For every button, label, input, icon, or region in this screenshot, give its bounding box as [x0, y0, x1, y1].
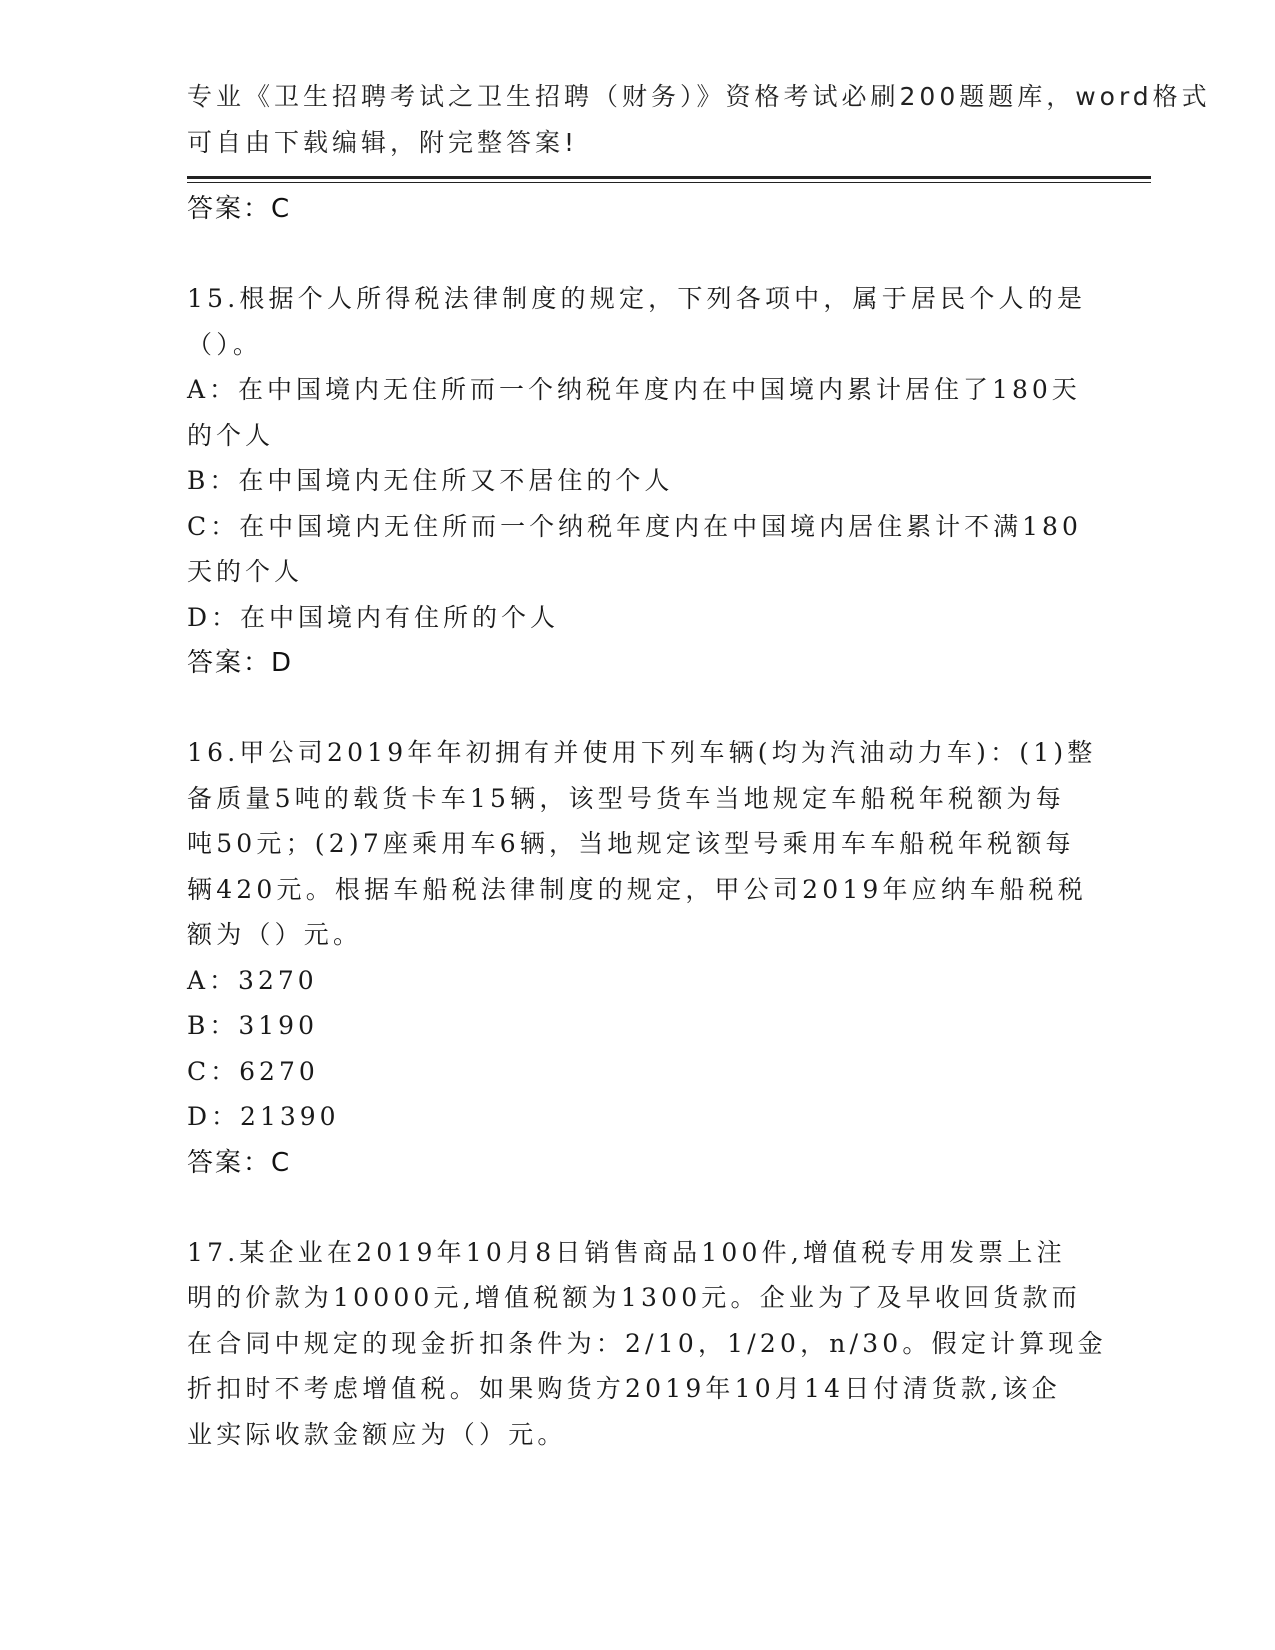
option-d	[187, 595, 1087, 641]
option-line: B：3190	[187, 1011, 318, 1040]
question-stem-line: 业实际收款金额应为（）元。	[187, 1419, 567, 1449]
option-line: C：6270	[187, 1056, 319, 1086]
spacer	[187, 1186, 1087, 1230]
option-line: C：在中国境内无住所而一个纳税年度内在中国境内居住累计不满180	[187, 511, 1082, 541]
question-stem-line: 备质量5吨的载货卡车15辆，该型号货车当地规定车船税年税额为每	[187, 783, 1065, 813]
document-header	[187, 74, 1211, 165]
page-content	[187, 186, 1107, 1457]
question-stem-line: 吨50元；(2)7座乘用车6辆，当地规定该型号乘用车车船税年税额每	[187, 829, 1075, 858]
option-line: D：在中国境内有住所的个人	[187, 602, 560, 632]
option-line: B：在中国境内无住所又不居住的个人	[187, 466, 674, 495]
option-line: A：在中国境内无住所而一个纳税年度内在中国境内累计居住了180天	[187, 375, 1081, 404]
question-stem-line: 辆420元。根据车船税法律制度的规定，甲公司2019年应纳车船税税	[187, 874, 1087, 904]
option-c	[187, 504, 1087, 595]
question-stem-line: 16.甲公司2019年年初拥有并使用下列车辆(均为汽油动力车)：(1)整	[187, 738, 1097, 767]
question-stem-line: 17.某企业在2019年10月8日销售商品100件,增值税专用发票上注	[187, 1237, 1066, 1267]
option-line: 天的个人	[187, 557, 304, 586]
option-a	[187, 367, 1087, 458]
question-stem-line: 15.根据个人所得税法律制度的规定，下列各项中，属于居民个人的是	[187, 284, 1087, 313]
option-line: 的个人	[187, 420, 275, 450]
option-a	[187, 958, 1087, 1004]
header-line: 专业《卫生招聘考试之卫生招聘（财务）》资格考试必刷200题题库，word格式	[187, 82, 1211, 111]
question-16	[187, 730, 1097, 1186]
option-line: A：3270	[187, 965, 318, 995]
previous-answer: 答案：C	[187, 194, 292, 224]
option-d	[187, 1094, 1087, 1140]
spacer	[187, 232, 1087, 276]
option-b	[187, 1003, 1087, 1049]
header-rule-thin	[187, 182, 1151, 183]
question-17	[187, 1230, 1107, 1458]
question-stem-line: 折扣时不考虑增值税。如果购货方2019年10月14日付清货款,该企	[187, 1374, 1061, 1403]
option-c	[187, 1049, 1087, 1095]
option-line: D：21390	[187, 1102, 340, 1131]
header-line: 可自由下载编辑，附完整答案!	[187, 127, 579, 157]
answer-16: 答案：C	[187, 1147, 292, 1178]
answer-15: 答案：D	[187, 648, 294, 678]
option-b	[187, 458, 1087, 504]
question-stem-line: 明的价款为10000元,增值税额为1300元。企业为了及早收回货款而	[187, 1283, 1081, 1312]
header-rule-thick	[187, 176, 1151, 179]
question-stem-line: 额为（）元。	[187, 920, 363, 949]
question-stem-line: 在合同中规定的现金折扣条件为：2/10，1/20，n/30。假定计算现金	[187, 1328, 1107, 1358]
question-stem-line: （）。	[187, 329, 263, 359]
question-15	[187, 276, 1087, 686]
spacer	[187, 686, 1087, 730]
